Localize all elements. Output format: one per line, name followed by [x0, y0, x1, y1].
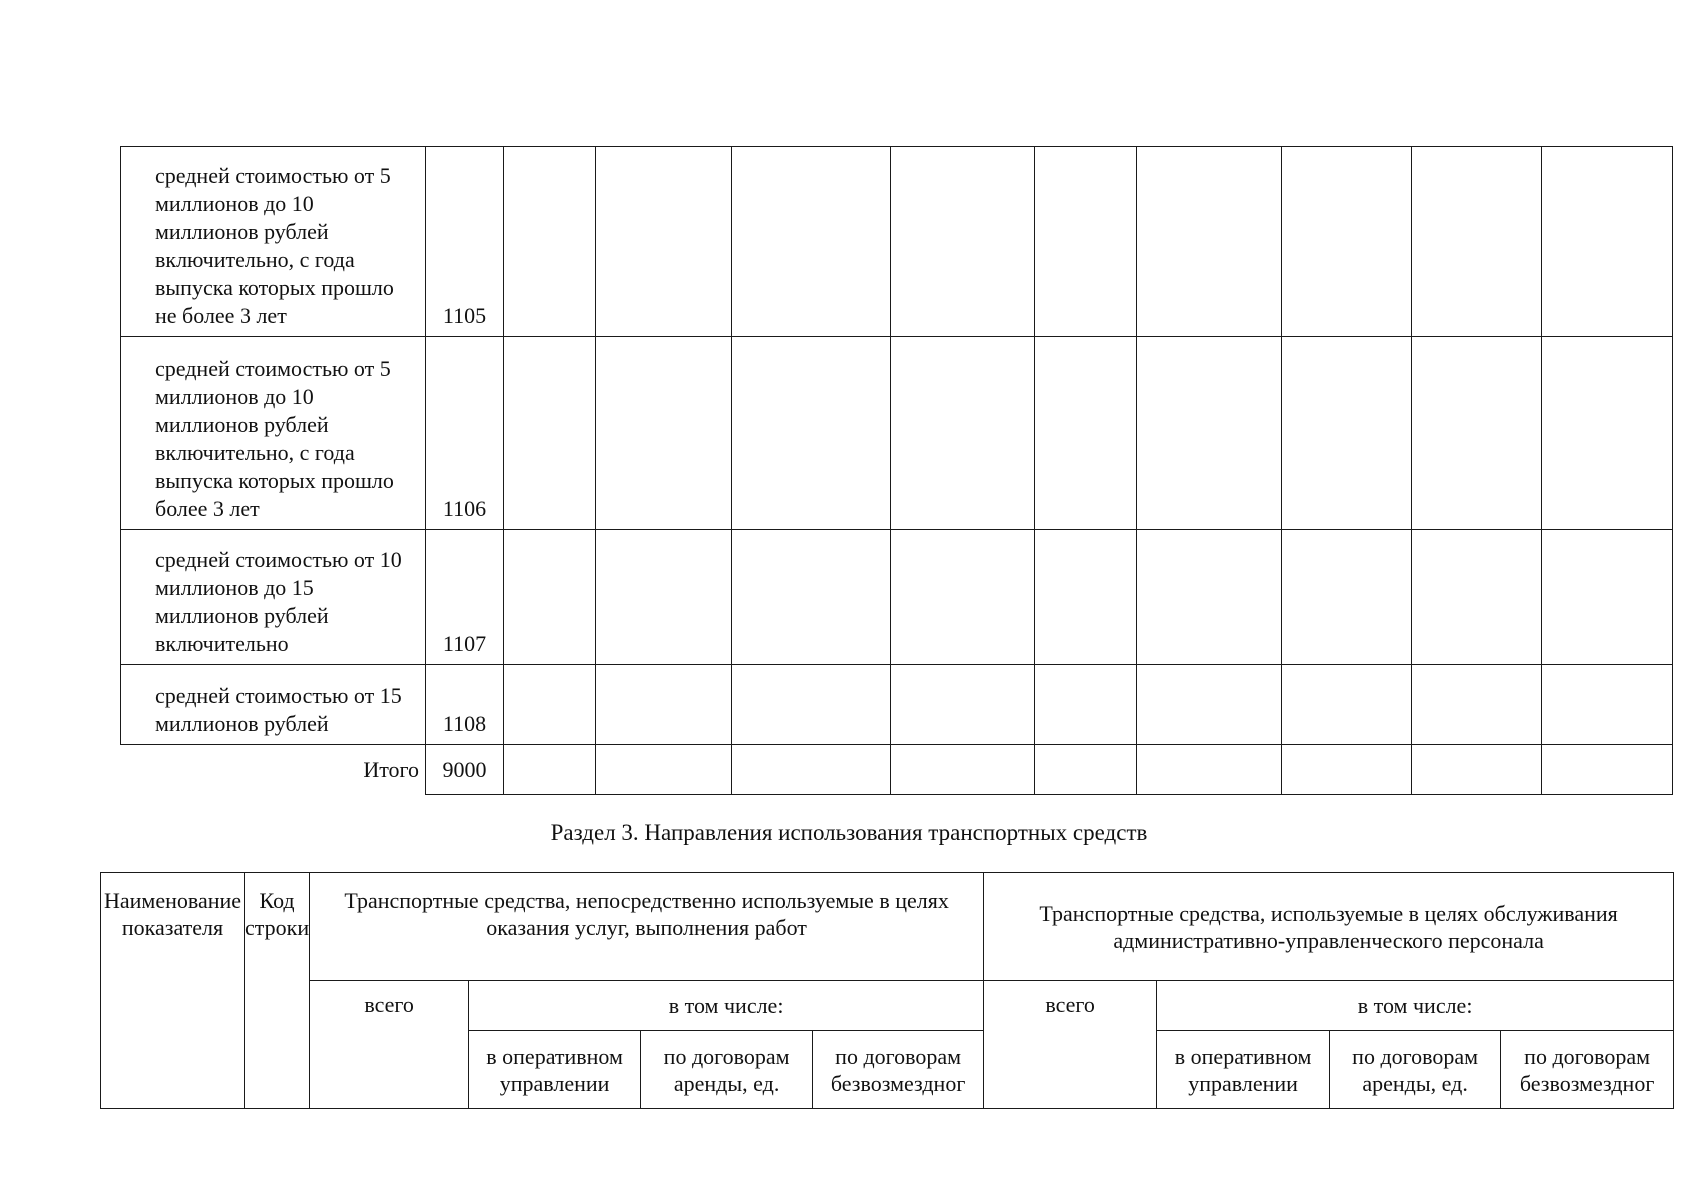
data-cell	[732, 665, 891, 745]
table-row	[121, 665, 1673, 745]
data-cell	[1035, 147, 1137, 337]
lease-header: по договорам аренды, ед.	[1330, 1031, 1501, 1109]
data-cell	[1035, 530, 1137, 665]
group1-header: Транспортные средства, непосредственно используемые в целях оказания услуг, выполнения работ	[310, 873, 984, 981]
data-cell	[1412, 665, 1542, 745]
total-header: всего	[984, 981, 1157, 1109]
row-name: средней стоимостью от 5 миллионов до 10 миллионов рублей включительно, с года выпуска которых прошло не более 3 лет	[121, 147, 426, 337]
data-cell	[1412, 530, 1542, 665]
row-code: 1106	[426, 337, 504, 530]
free-use-header: по договорам безвозмездног	[813, 1031, 984, 1109]
data-cell	[504, 530, 596, 665]
data-cell	[596, 147, 732, 337]
data-cell	[1035, 665, 1137, 745]
total-code: 9000	[426, 745, 504, 795]
data-cell	[732, 530, 891, 665]
data-cell	[1542, 147, 1673, 337]
total-header: всего	[310, 981, 469, 1109]
operative-header: в оперативном управлении	[1157, 1031, 1330, 1109]
data-cell	[504, 665, 596, 745]
row-name: средней стоимостью от 5 миллионов до 10 миллионов рублей включительно, с года выпуска которых прошло более 3 лет	[121, 337, 426, 530]
data-cell	[1542, 665, 1673, 745]
data-cell	[1137, 665, 1282, 745]
data-cell	[1035, 337, 1137, 530]
total-label: Итого	[121, 745, 426, 795]
header-row	[101, 873, 1674, 981]
data-cell	[1542, 745, 1673, 795]
data-cell	[1137, 337, 1282, 530]
table-row	[121, 337, 1673, 530]
lower-table	[100, 872, 1674, 1109]
data-cell	[596, 530, 732, 665]
data-cell	[891, 337, 1035, 530]
table-row	[121, 530, 1673, 665]
data-cell	[732, 745, 891, 795]
free-use-header: по договорам безвозмездног	[1501, 1031, 1674, 1109]
data-cell	[891, 530, 1035, 665]
upper-table	[120, 146, 1673, 795]
data-cell	[891, 745, 1035, 795]
data-cell	[596, 665, 732, 745]
col-code-header: Код строки	[245, 873, 310, 1109]
data-cell	[504, 745, 596, 795]
data-cell	[1137, 745, 1282, 795]
row-code: 1107	[426, 530, 504, 665]
data-cell	[1035, 745, 1137, 795]
data-cell	[1282, 337, 1412, 530]
data-cell	[1282, 530, 1412, 665]
data-cell	[732, 147, 891, 337]
including-header: в том числе:	[1157, 981, 1674, 1031]
data-cell	[1412, 147, 1542, 337]
header-row	[101, 981, 1674, 1031]
data-cell	[732, 337, 891, 530]
data-cell	[1282, 665, 1412, 745]
table-row	[121, 147, 1673, 337]
data-cell	[504, 147, 596, 337]
data-cell	[1542, 337, 1673, 530]
row-name: средней стоимостью от 10 миллионов до 15 миллионов рублей включительно	[121, 530, 426, 665]
total-row	[121, 745, 1673, 795]
data-cell	[1412, 337, 1542, 530]
section-title: Раздел 3. Направления использования транспортных средств	[550, 820, 1148, 845]
data-cell	[891, 665, 1035, 745]
data-cell	[1137, 147, 1282, 337]
row-code: 1105	[426, 147, 504, 337]
row-code: 1108	[426, 665, 504, 745]
data-cell	[1282, 745, 1412, 795]
data-cell	[891, 147, 1035, 337]
data-cell	[1542, 530, 1673, 665]
including-header: в том числе:	[469, 981, 984, 1031]
col-name-header: Наименование показателя	[101, 873, 245, 1109]
data-cell	[1412, 745, 1542, 795]
group2-header: Транспортные средства, используемые в целях обслуживания административно-управленческого персонала	[984, 873, 1674, 981]
data-cell	[596, 337, 732, 530]
operative-header: в оперативном управлении	[469, 1031, 641, 1109]
row-name: средней стоимостью от 15 миллионов рублей	[121, 665, 426, 745]
data-cell	[1137, 530, 1282, 665]
data-cell	[596, 745, 732, 795]
lease-header: по договорам аренды, ед.	[641, 1031, 813, 1109]
data-cell	[504, 337, 596, 530]
data-cell	[1282, 147, 1412, 337]
